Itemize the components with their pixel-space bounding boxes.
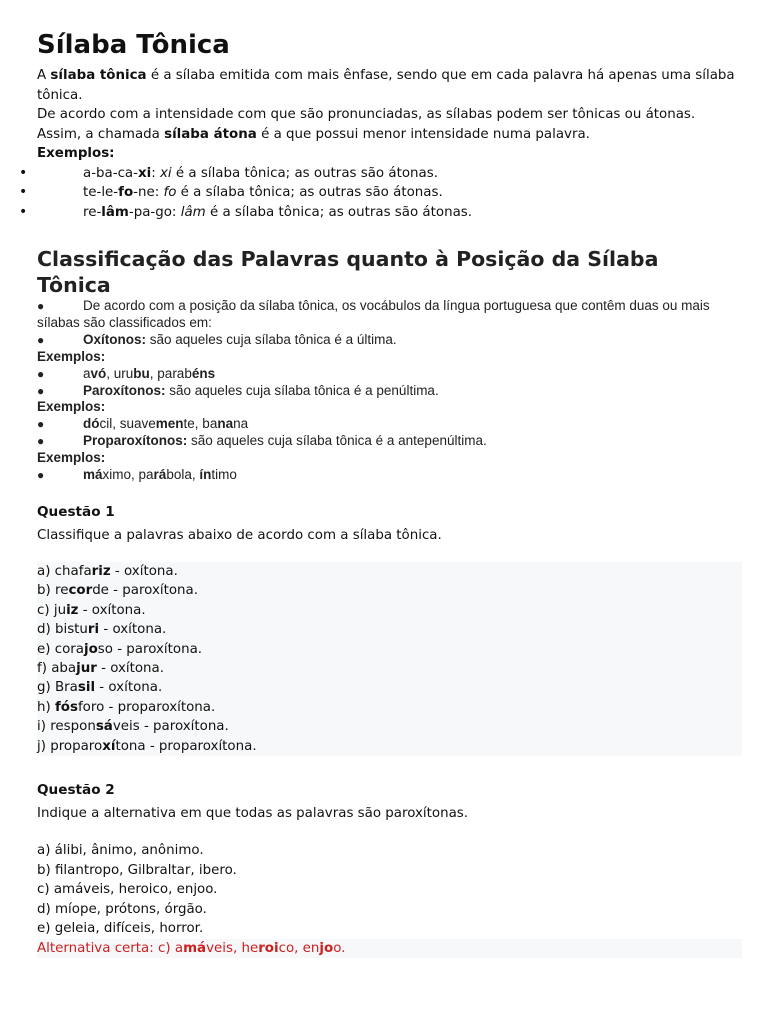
- correct-answer-segment: co, en: [278, 940, 320, 956]
- question-1-text: Classifique a palavras abaixo de acordo com a sílaba tônica.: [37, 528, 442, 543]
- answer-segment: g) Bra: [37, 680, 78, 696]
- answer-segment: j) proparo: [37, 738, 103, 754]
- type-description: são aqueles cuja sílaba tônica é a última.: [146, 331, 397, 347]
- answer-segment: sil: [77, 680, 96, 696]
- example-segment: má: [83, 467, 103, 483]
- answer-line: [37, 620, 742, 639]
- answer-segment: d) bistu: [37, 622, 88, 638]
- example-segment: bu: [133, 365, 150, 381]
- type-description: são aqueles cuja sílaba tônica é a antepenúltima.: [187, 433, 487, 449]
- correct-answer-segment: má: [183, 940, 207, 956]
- option-line: d) míope, prótons, órgão.: [37, 901, 207, 917]
- example-segment: bola,: [166, 467, 200, 483]
- answer-segment: i) respon: [37, 719, 96, 735]
- answer-segment: foro - proparoxítona.: [77, 699, 216, 715]
- question-1-title: Questão 1: [37, 504, 115, 520]
- bullet: ●: [37, 417, 45, 432]
- classification-lead: ● De acordo com a posição da sílaba tônica, os vocábulos da língua portuguesa que contêm duas ou mais sílabas são classificados em:: [37, 298, 710, 330]
- examples-label: Exemplos:: [37, 348, 106, 364]
- bullet: ●: [37, 468, 45, 483]
- answer-segment: tona - proparoxítona.: [115, 738, 257, 754]
- type-examples: [37, 366, 742, 383]
- option-line: a) álibi, ânimo, anônimo.: [37, 843, 204, 858]
- answer-segment: a) chafa: [37, 564, 92, 579]
- answer-segment: h): [37, 699, 55, 715]
- answer-segment: xí: [102, 738, 116, 754]
- answer-segment: veis - paroxítona.: [112, 719, 229, 735]
- answer-line: [37, 717, 742, 736]
- answer-line: [37, 562, 742, 581]
- classification-section: [37, 298, 742, 484]
- answer-segment: - oxítona.: [95, 680, 163, 696]
- answer-segment: iz: [66, 602, 79, 618]
- type-item: [37, 383, 742, 400]
- intro-section: [37, 66, 742, 222]
- example-segment: , parab: [149, 365, 192, 381]
- answer-line: [37, 601, 742, 620]
- type-description: são aqueles cuja sílaba tônica é a penúltima.: [165, 382, 439, 398]
- bullet: ●: [37, 299, 45, 313]
- type-label: Proparoxítonos:: [83, 433, 188, 449]
- example-item: • a-ba-ca-xi: xi é a sílaba tônica; as outras são átonas.: [37, 164, 742, 184]
- question-1-answers: [37, 562, 742, 756]
- type-label: Oxítonos:: [83, 331, 146, 347]
- example-segment: na: [233, 416, 249, 432]
- correct-answer-segment: jo: [319, 940, 334, 956]
- classification-types: [37, 332, 742, 484]
- type-examples: [37, 416, 742, 433]
- answer-segment: - oxítona.: [110, 564, 178, 579]
- answer-line: [37, 581, 742, 600]
- answer-segment: f) aba: [37, 661, 77, 677]
- question-2-options: [37, 841, 742, 958]
- answer-segment: b) re: [37, 583, 69, 599]
- correct-answer-segment: Alternativa certa: c) a: [37, 940, 184, 956]
- example-segment: éns: [191, 365, 216, 381]
- page-title: Sílaba Tônica: [37, 30, 230, 60]
- example-segment: dó: [83, 416, 100, 432]
- answer-segment: ri: [87, 622, 100, 638]
- example-item: • te-le-fo-ne: fo é a sílaba tônica; as outras são átonas.: [37, 183, 742, 203]
- answer-segment: - oxítona.: [96, 661, 165, 677]
- option-line: b) filantropo, Gilbraltar, ibero.: [37, 862, 237, 878]
- correct-answer-segment: roi: [258, 940, 279, 956]
- question-2-title: Questão 2: [37, 782, 115, 798]
- intro-paragraph-2: De acordo com a intensidade com que são pronunciadas, as sílabas podem ser tônicas ou átonas.: [37, 107, 696, 122]
- example-segment: timo: [211, 467, 237, 483]
- answer-segment: c) ju: [37, 602, 67, 618]
- answer-segment: jo: [84, 641, 98, 657]
- answer-line: [37, 678, 742, 697]
- intro-paragraph-3: Assim, a chamada sílaba átona é a que possui menor intensidade numa palavra.: [37, 126, 590, 142]
- example-segment: cil, suave: [99, 416, 156, 432]
- answer-segment: de - paroxítona.: [92, 583, 199, 599]
- example-item: • re-lâm-pa-go: lâm é a sílaba tônica; as outras são átonas.: [37, 203, 742, 223]
- examples-list: [37, 164, 742, 223]
- example-segment: men: [155, 416, 184, 432]
- answer-segment: riz: [91, 564, 111, 579]
- examples-label: Exemplos:: [37, 399, 106, 415]
- example-segment: te, ba: [183, 416, 218, 432]
- answer-segment: e) cora: [37, 641, 84, 657]
- intro-paragraph-1: A sílaba tônica é a sílaba emitida com mais ênfase, sendo que em cada palavra há apenas uma sílaba tônica.: [37, 68, 735, 103]
- example-segment: vó: [90, 365, 107, 381]
- type-item: [37, 433, 742, 450]
- question-2-text: Indique a alternativa em que todas as palavras são paroxítonas.: [37, 806, 469, 821]
- answer-segment: - oxítona.: [99, 622, 167, 638]
- answer-segment: - oxítona.: [78, 602, 146, 618]
- answer-segment: so - paroxítona.: [97, 641, 203, 657]
- bullet: ●: [37, 434, 45, 449]
- bullet: ●: [37, 383, 45, 398]
- examples-label: Exemplos:: [37, 146, 115, 161]
- answer-segment: sá: [95, 719, 113, 735]
- answer-line: [37, 659, 742, 678]
- correct-answer-segment: veis, he: [206, 940, 259, 956]
- correct-answer-segment: o.: [333, 940, 346, 956]
- answer-segment: fós: [54, 699, 78, 715]
- option-line: e) geleia, difíceis, horror.: [37, 921, 204, 936]
- answer-segment: cor: [68, 583, 93, 599]
- answer-line: [37, 698, 742, 717]
- correct-answer: [37, 939, 742, 959]
- example-segment: a: [83, 365, 91, 381]
- classification-heading: Classificação das Palavras quanto à Posição da Sílaba Tônica: [37, 247, 659, 297]
- type-label: Paroxítonos:: [83, 382, 166, 398]
- answer-line: [37, 737, 742, 756]
- example-segment: ín: [199, 467, 212, 483]
- example-segment: na: [217, 416, 234, 432]
- bullet: ●: [37, 366, 45, 381]
- example-segment: , uru: [106, 365, 134, 381]
- bullet: ●: [37, 332, 45, 347]
- type-examples: [37, 467, 742, 484]
- example-segment: rá: [153, 467, 167, 483]
- answer-segment: jur: [76, 661, 97, 677]
- option-line: c) amáveis, heroico, enjoo.: [37, 882, 218, 897]
- answer-line: [37, 640, 742, 659]
- type-item: [37, 332, 742, 349]
- examples-label: Exemplos:: [37, 450, 106, 466]
- example-segment: ximo, pa: [102, 467, 154, 483]
